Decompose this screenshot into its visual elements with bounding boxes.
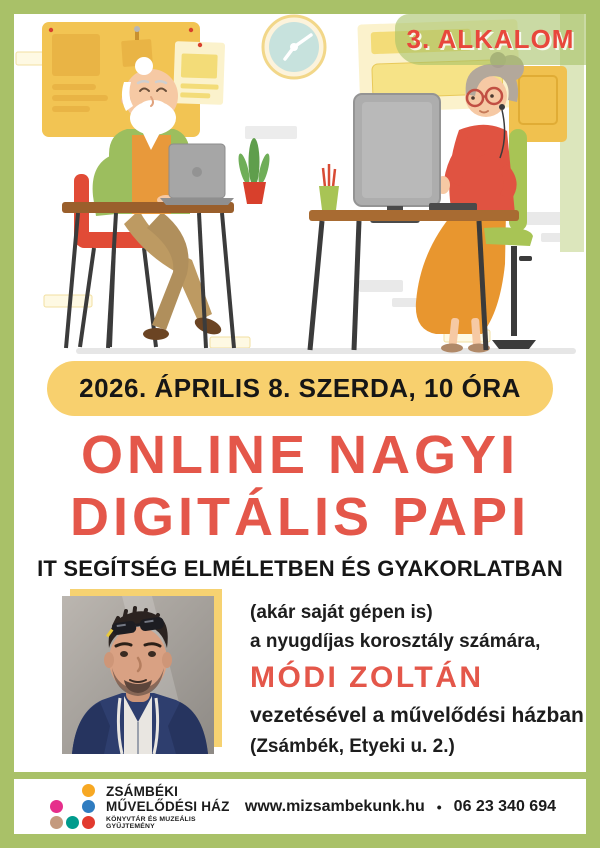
desktop-monitor-icon — [354, 94, 440, 223]
date-banner — [47, 361, 553, 416]
detail-line-own-device: (akár saját gépen is) — [250, 602, 433, 623]
clock-icon — [263, 16, 325, 78]
pen-cup-icon — [319, 164, 339, 210]
detail-line-address: (Zsámbék, Etyeki u. 2.) — [250, 736, 455, 757]
leader-name: MÓDI ZOLTÁN — [250, 661, 484, 694]
event-description — [250, 596, 584, 761]
org-name-line-1: ZSÁMBÉKI — [106, 783, 179, 799]
keyboard-icon — [429, 203, 477, 211]
laptop-icon — [160, 144, 234, 205]
pinned-paper — [173, 41, 225, 105]
leader-photo — [62, 596, 224, 756]
org-name-line-2: MŰVELŐDÉSI HÁZ — [106, 798, 230, 814]
separator-dot: • — [436, 798, 442, 815]
organization-logo — [50, 784, 245, 830]
subtitle: IT SEGÍTSÉG ELMÉLETBEN ÉS GYAKORLATBAN — [37, 556, 563, 581]
organization-name — [106, 784, 245, 830]
illustration-canvas — [14, 14, 586, 359]
contact-info — [245, 798, 556, 816]
org-subtitle: KÖNYVTÁR ÉS MUZEÁLIS GYŰJTEMÉNY — [106, 815, 196, 830]
logo-dot-magenta — [50, 800, 63, 813]
logo-dot-teal — [66, 816, 79, 829]
logo-dot-tan — [50, 816, 63, 829]
website-text: www.mizsambekunk.hu — [244, 797, 425, 815]
event-details-section — [14, 596, 586, 761]
leader-portrait-image — [62, 596, 214, 754]
detail-line-audience: a nyugdíjas korosztály számára, — [250, 631, 541, 652]
logo-dot-red — [82, 816, 95, 829]
session-badge-label: 3. ALKALOM — [406, 24, 575, 54]
cactus-plant-icon — [236, 138, 272, 204]
footer — [14, 779, 586, 834]
page-title — [14, 424, 586, 548]
phone-number: 06 23 340 694 — [453, 797, 556, 815]
logo-dot-orange — [82, 784, 95, 797]
title-line-1: ONLINE NAGYI — [80, 425, 520, 485]
seniors-computing-illustration — [14, 14, 586, 359]
date-banner-text: 2026. ÁPRILIS 8. SZERDA, 10 ÓRA — [79, 373, 521, 403]
detail-line-venue: vezetésével a művelődési házban — [250, 704, 584, 727]
poster-main-area — [14, 14, 586, 772]
title-line-2: DIGITÁLIS PAPI — [69, 487, 531, 547]
logo-dot-blue — [82, 800, 95, 813]
session-badge — [395, 14, 586, 65]
logo-dots — [50, 784, 95, 829]
